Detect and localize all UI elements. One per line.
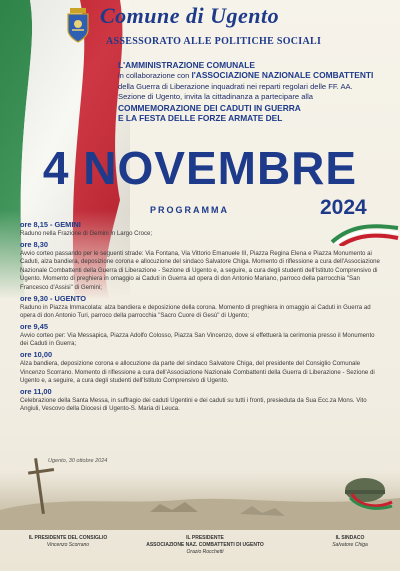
intro-line-1: L'AMMINISTRAZIONE COMUNALE	[118, 60, 255, 70]
program-item	[20, 294, 382, 321]
comune-title: Comune di Ugento	[100, 3, 280, 28]
programma-heading: PROGRAMMA	[150, 205, 229, 215]
intro-line-2a: in collaborazione con	[118, 71, 192, 81]
main-title: 4 NOVEMBRE	[42, 142, 358, 194]
signature-presidente-consiglio	[18, 535, 118, 549]
program-time: ore 9,45	[20, 321, 48, 331]
signature-role: IL SINDACO	[335, 535, 365, 541]
program-list	[20, 220, 382, 415]
program-time: ore 11,00	[20, 386, 52, 396]
intro-line-4: Sezione di Ugento, invita la cittadinanza a partecipare alla	[118, 92, 314, 102]
program-item	[20, 220, 382, 239]
program-desc: Raduno in Piazza Immacolata: alza bandiera e deposizione della corona. Momento di preghiera in omaggio ai Caduti in Guerra ad opera di don Antonio Turi, parroco della parrocchia "Sacro Cuore di Gesù" di Ugento;	[20, 303, 371, 320]
signature-name: Salvatore Chiga	[332, 542, 368, 548]
signature-sindaco	[310, 535, 390, 549]
signature-name: Vincenzo Scorrano	[46, 542, 90, 548]
intro-text	[118, 60, 398, 123]
program-time: ore 10,00	[20, 349, 53, 359]
signature-name: Orazio Rocchetti	[186, 549, 224, 555]
signature-role-2: ASSOCIAZIONE NAZ. COMBATTENTI DI UGENTO	[146, 542, 264, 548]
municipal-crest-icon	[64, 6, 92, 44]
signature-role: IL PRESIDENTE	[186, 535, 224, 541]
program-desc: Avvio corteo per: Via Messapica, Piazza Adolfo Colosso, Piazza San Vincenzo, dove si effettuerà la cerimonia presso il Monumento dei Caduti in Guerra;	[20, 331, 375, 348]
program-time: ore 8,15 - GEMINI	[20, 220, 81, 229]
program-desc: Avvio corteo passando per le seguenti strade: Via Fontana, Via Vittorio Emanuele III, Piazza Regina Elena e Piazza Monumento ai Caduti, alza bandiera, deposizione corona e allocuzione del sindaco Salvatore Chiga. Momento di riflessione a cura dell'Associazione Nazionale Combattenti della Guerra di Liberazione - Sezione di Ugento e, a seguire, a cura degli studenti dell'Istituto Comprensivo di Ugento. Momento di preghiera in omaggio ai Caduti in Guerra ad opera di don Antonio Mariano, parroco della parrocchia "San Francesco d'Assisi" di Gemini;	[20, 249, 380, 291]
program-desc: Alza bandiera, deposizione corona e allocuzione da parte del sindaco Salvatore Chiga, del presidente del Consiglio Comunale Vincenzo Scorrano. Momento di riflessione a cura dell'Associazione Nazionale Combattenti della Guerra di Liberazione - Sezione di Ugento e, a seguire, a cura degli studenti dell'Istituto Comprensivo di Ugento.	[20, 359, 375, 385]
date-line: Ugento, 30 ottobre 2024	[48, 458, 108, 464]
assessorato-subtitle: ASSESSORATO ALLE POLITICHE SOCIALI	[106, 36, 322, 47]
program-item	[20, 387, 382, 414]
intro-line-3: della Guerra di Liberazione inquadrati nei reparti regolari delle FF. AA.	[118, 81, 353, 91]
program-time: ore 8,30	[20, 239, 48, 249]
program-desc: Celebrazione della Santa Messa, in suffragio dei caduti Ugentini e dei caduti su tutti i fronti, presieduta da Sua Ecc.za Mons. Vito Angiuli, Vescovo della Diocesi di Ugento-S. Maria di Leuca.	[20, 396, 367, 413]
program-item	[20, 240, 382, 293]
program-desc: Raduno nella Frazione di Gemini in Largo Croce;	[20, 230, 153, 237]
signature-role: IL PRESIDENTE DEL CONSIGLIO	[28, 535, 108, 541]
year: 2024	[320, 196, 367, 219]
signature-presidente-associazione	[140, 535, 270, 556]
intro-line-6: E LA FESTA DELLE FORZE ARMATE DEL	[118, 113, 283, 124]
intro-line-5: COMMEMORAZIONE DEI CADUTI IN GUERRA	[118, 102, 301, 113]
program-item	[20, 322, 382, 349]
program-item	[20, 350, 382, 386]
intro-line-2b: l'ASSOCIAZIONE NAZIONALE COMBATTENTI	[191, 70, 374, 81]
program-time: ore 9,30 - UGENTO	[20, 293, 86, 303]
intro-line-2	[118, 70, 398, 81]
